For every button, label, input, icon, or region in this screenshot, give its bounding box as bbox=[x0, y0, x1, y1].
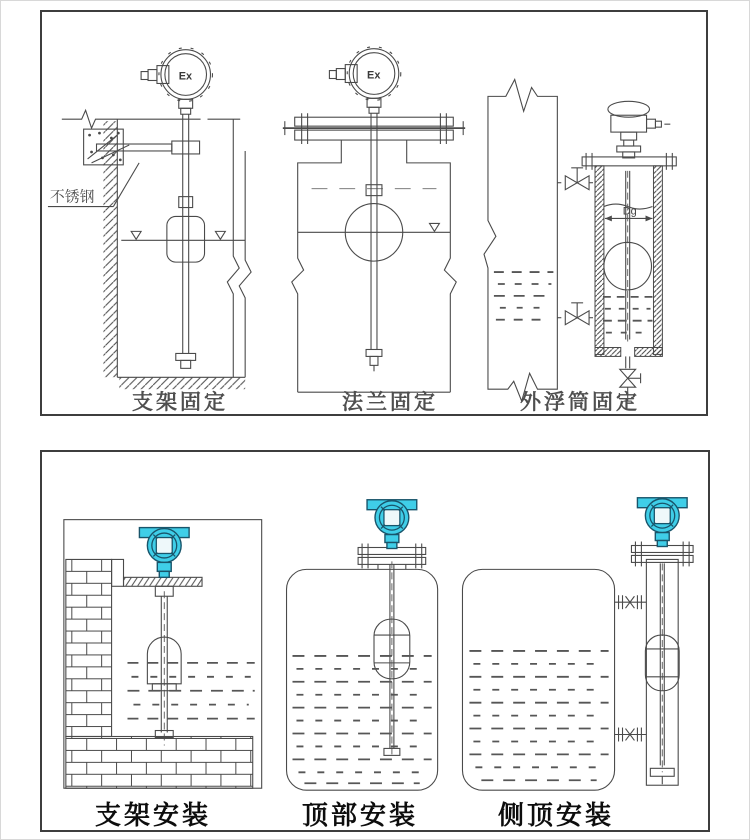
brick-wall bbox=[66, 559, 112, 736]
transmitter-head-icon bbox=[367, 500, 417, 549]
transmitter-head-ex-icon bbox=[329, 47, 400, 114]
flange-fixing-figure bbox=[283, 47, 465, 392]
caption-bracket-installation: 支架安装 bbox=[94, 800, 211, 830]
wall-cap bbox=[112, 559, 124, 586]
wall-hatching bbox=[103, 121, 117, 377]
bracket-installation-figure bbox=[64, 520, 262, 789]
caption-flange-fixing: 法兰固定 bbox=[342, 391, 438, 414]
caption-top-installation: 顶部安装 bbox=[301, 800, 418, 830]
installation-methods-panel bbox=[40, 450, 710, 832]
compact-transmitter-icon bbox=[608, 101, 670, 158]
brick-base bbox=[66, 736, 253, 788]
isolation-valve-icon bbox=[557, 303, 595, 325]
installation-methods-drawing bbox=[42, 452, 708, 830]
transmitter-head-icon bbox=[637, 498, 687, 547]
svg-text:Ex: Ex bbox=[178, 70, 193, 83]
support-shelf bbox=[124, 577, 203, 586]
material-callout bbox=[48, 163, 139, 207]
pipe-connection-valve-icon bbox=[615, 728, 647, 742]
sensor-stem bbox=[176, 114, 196, 368]
mounting-flange bbox=[283, 113, 465, 144]
level-symbol bbox=[215, 231, 225, 239]
caption-side-top-installation: 侧顶安装 bbox=[497, 800, 614, 830]
isolation-valve-icon bbox=[557, 168, 595, 190]
svg-text:Dg: Dg bbox=[622, 205, 637, 218]
level-symbol bbox=[429, 223, 439, 231]
bracket-fixing-figure bbox=[48, 48, 251, 389]
fixing-methods-drawing bbox=[42, 12, 706, 414]
dg-dimension bbox=[605, 205, 653, 221]
tank-wall bbox=[407, 140, 457, 392]
float-chamber bbox=[595, 166, 662, 357]
svg-text:Ex: Ex bbox=[367, 69, 381, 82]
pipe-connection-valve-icon bbox=[615, 595, 647, 609]
external-chamber-figure bbox=[484, 79, 676, 401]
caption-external-chamber-fixing: 外浮筒固定 bbox=[520, 391, 640, 414]
tank-outline bbox=[462, 569, 614, 790]
tank-outline bbox=[484, 79, 557, 401]
level-symbol bbox=[131, 231, 141, 239]
side-top-installation-figure bbox=[462, 498, 693, 790]
float-body bbox=[167, 216, 205, 262]
transmitter-head-ex-icon bbox=[141, 48, 212, 115]
svg-text:不锈钢: 不锈钢 bbox=[49, 189, 95, 206]
transmitter-head-icon bbox=[139, 528, 189, 578]
tank-wall bbox=[292, 140, 342, 392]
fixing-methods-panel bbox=[40, 10, 708, 416]
tank-outline bbox=[287, 569, 438, 790]
top-installation-figure bbox=[287, 500, 438, 790]
caption-bracket-fixing: 支架固定 bbox=[132, 391, 228, 414]
